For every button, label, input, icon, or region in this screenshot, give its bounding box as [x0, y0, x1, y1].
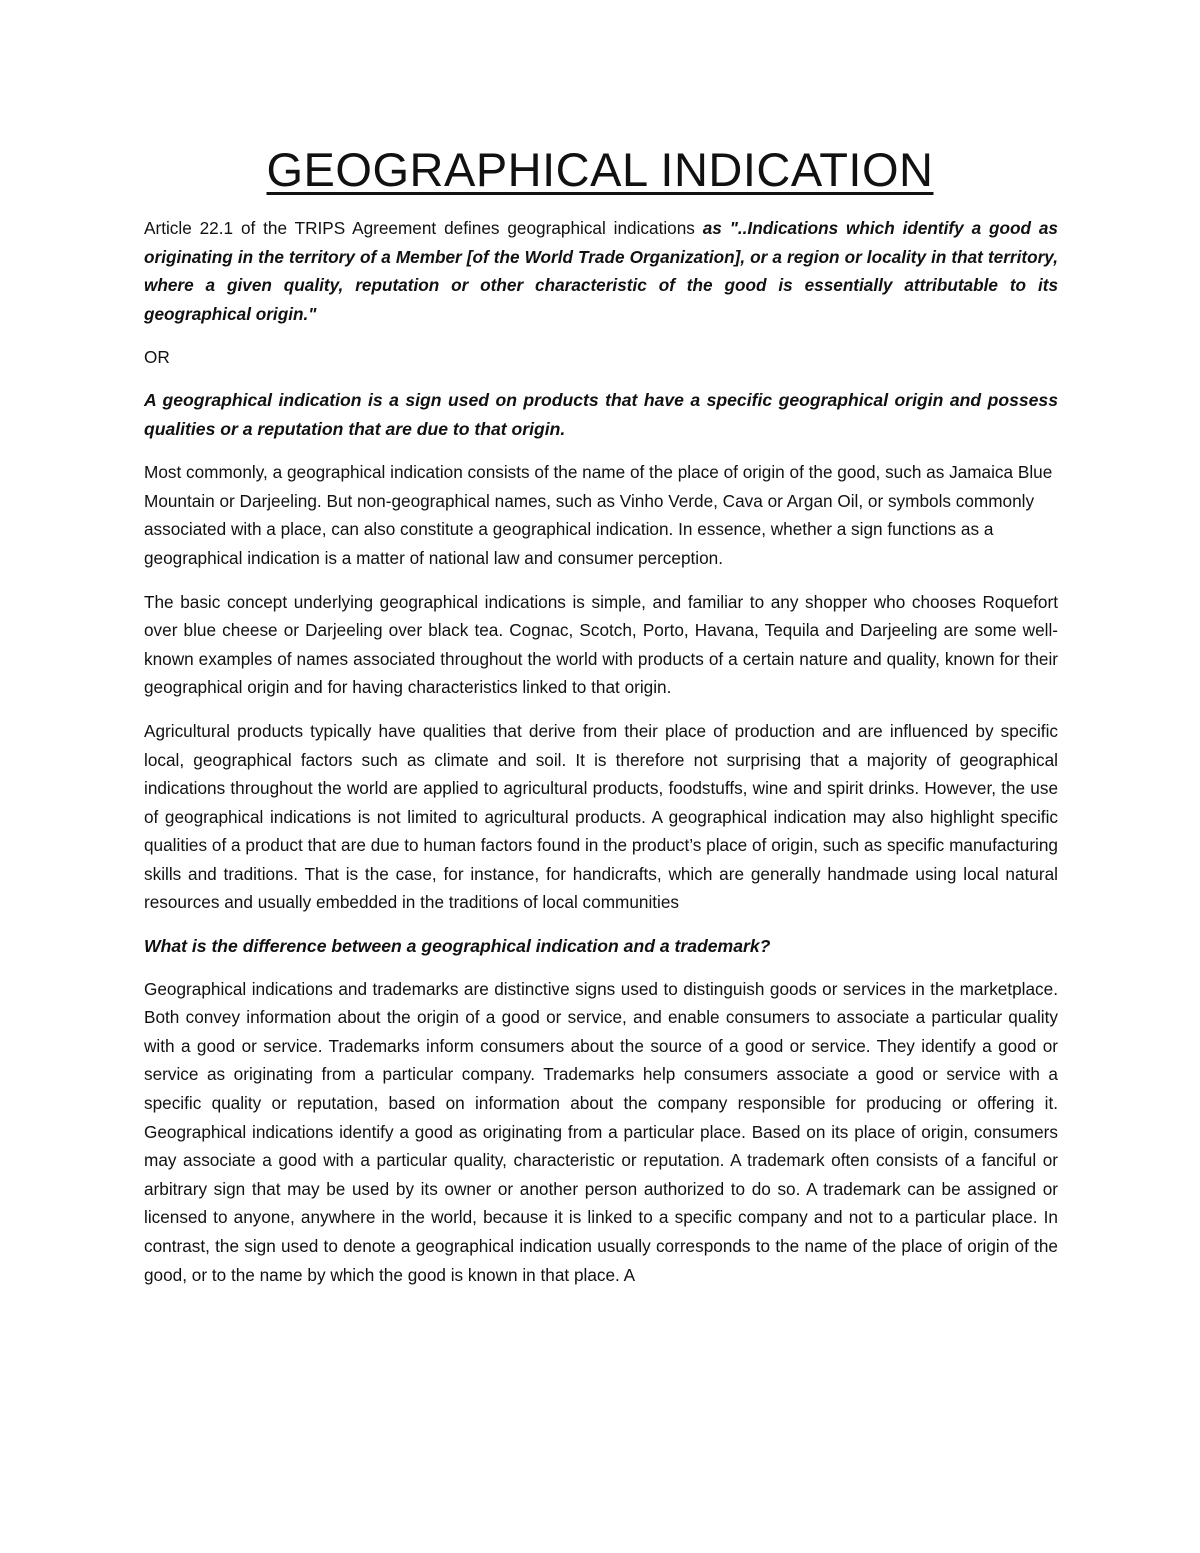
paragraph-trips-definition	[144, 214, 1058, 328]
page-title: GEOGRAPHICAL INDICATION	[266, 143, 934, 196]
paragraph-basic-concept: The basic concept underlying geographical indications is simple, and familiar to any shopper who chooses Roquefort over blue cheese or Darjeeling over black tea. Cognac, Scotch, Porto, Havana, Tequila and Darjeeling are some well-known examples of names associated throughout the world with products of a certain nature and quality, known for their geographical origin and for having characteristics linked to that origin.	[144, 591, 1058, 698]
paragraph-trips-plain: Article 22.1 of the TRIPS Agreement defines geographical indications	[144, 218, 703, 238]
document-body	[144, 214, 1058, 1304]
section-heading-difference: What is the difference between a geographical indication and a trademark?	[144, 936, 771, 957]
paragraph-gi-vs-trademark: Geographical indications and trademarks are distinctive signs used to distinguish goods or services in the marketplace. Both convey information about the origin of a good or service, and enable consumers to associate a particular quality with a good or service. Trademarks inform consumers about the source of a good or service. They identify a good or service as originating from a particular company. Trademarks help consumers associate a good or service with a specific quality or reputation, based on information about the company responsible for producing or offering it. Geographical indications identify a good as originating from a particular place. Based on its place of origin, consumers may associate a good with a particular quality, characteristic or reputation. A trademark often consists of a fanciful or arbitrary sign that may be used by its owner or another person authorized to do so. A trademark can be assigned or licensed to anyone, anywhere in the world, because it is linked to a specific company and not to a particular place. In contrast, the sign used to denote a geographical indication usually corresponds to the name of the place of origin of the good, or to the name by which the good is known in that place. A	[144, 978, 1058, 1285]
or-separator: OR	[144, 347, 170, 368]
paragraph-gi-sign-definition: A geographical indication is a sign used on products that have a specific geographical origin and possess qualities or a reputation that are due to that origin.	[144, 389, 1058, 439]
paragraph-most-commonly: Most commonly, a geographical indication consists of the name of the place of origin of the good, such as Jamaica Blue Mountain or Darjeeling. But non-geographical names, such as Vinho Verde, Cava or Argan Oil, or symbols commonly associated with a place, can also constitute a geographical indication. In essence, whether a sign functions as a geographical indication is a matter of national law and consumer perception.	[144, 462, 1053, 568]
paragraph-agricultural-products: Agricultural products typically have qualities that derive from their place of production and are influenced by specific local, geographical factors such as climate and soil. It is therefore not surprising that a majority of geographical indications throughout the world are applied to agricultural products, foodstuffs, wine and spirit drinks. However, the use of geographical indications is not limited to agricultural products. A geographical indication may also highlight specific qualities of a product that are due to human factors found in the product’s place of origin, such as specific manufacturing skills and traditions. That is the case, for instance, for handicrafts, which are generally handmade using local natural resources and usually embedded in the traditions of local communities	[144, 720, 1058, 913]
paragraph-trips-quote: as "..Indications which identify a good as originating in the territory of a Member [of the World Trade Organization], or a region or locality in that territory, where a given quality, reputation or other characteristic of the good is essentially attributable to its geographical origin."	[144, 218, 1058, 324]
